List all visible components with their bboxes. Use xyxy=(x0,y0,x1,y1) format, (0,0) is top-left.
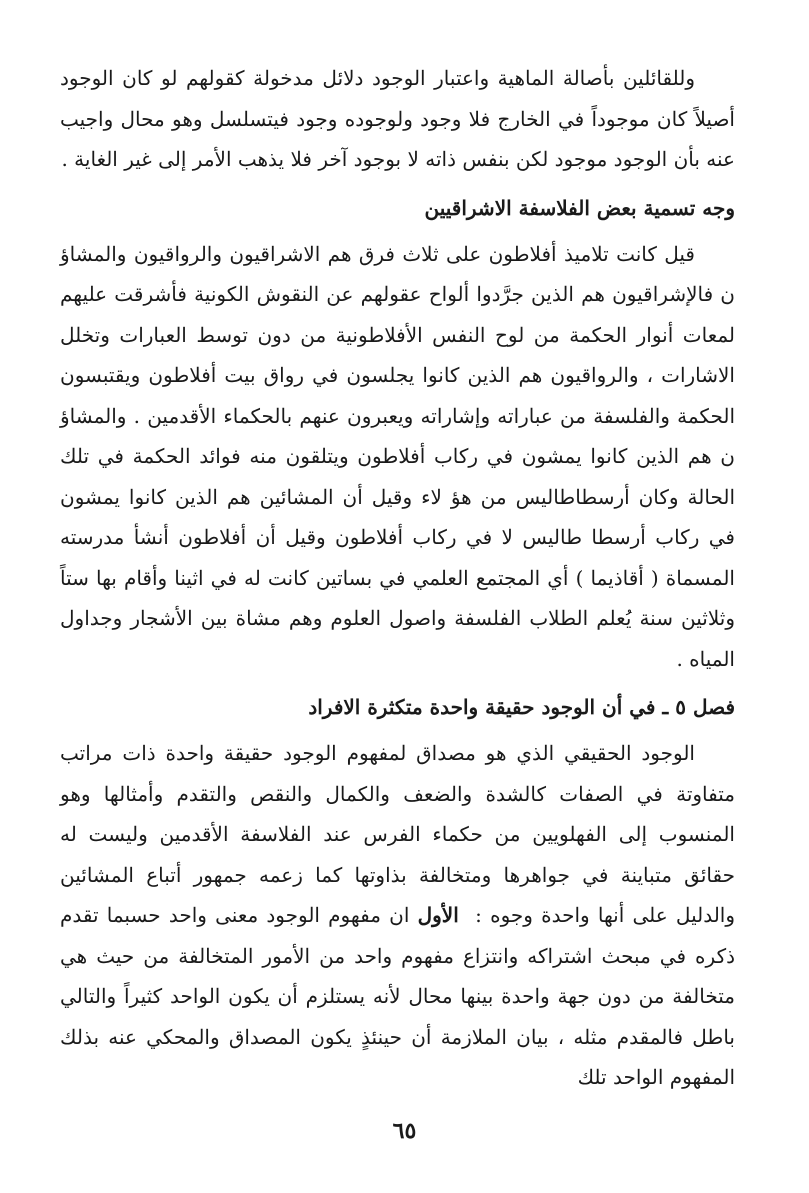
section-heading-illuminationists: وجه تسمية بعض الفلاسفة الاشراقيين xyxy=(424,195,735,220)
paragraph-real-existence xyxy=(60,733,735,1098)
paragraph-real-existence-text-1: الوجود الحقيقي الذي هو مصداق لمفهوم الوجود حقيقة واحدة ذات مراتب متفاوتة في الصفات كالشدة والضعف والكمال والنقص والتقدم وأمثالها وهو المنسوب إلى الفهلويين من حكماء الفرس عند الفلاسفة الأقدمين وليست له حقائق متباينة في جواهرها ومتخالفة بذاوتها كما زعمه جمهور أتباع المشائين والدليل على أنها واحدة وجوه : xyxy=(60,741,736,927)
first-proof-label: الأول xyxy=(417,903,459,927)
paragraph-real-existence-text-2: ان مفهوم الوجود معنى واحد حسبما تقدم ذكره في مبحث اشتراكه وانتزاع مفهوم واحد من الأمور المتخالفة من حيث هي متخالفة من دون جهة واحدة بينها محال لأنه يستلزم أن يكون الواحد كثيراً والتالي باطل فالمقدم مثله ، بيان الملازمة أن حينئذٍ يكون المصداق والمحكي عنه بذلك المفهوم الواحد تلك xyxy=(60,903,735,1089)
page-number: ٦٥ xyxy=(392,1118,417,1144)
paragraph-plato-students: قيل كانت تلاميذ أفلاطون على ثلاث فرق هم الاشراقيون والرواقيون والمشاؤ ن فالإشراقيون هم الذين جرَّدوا ألواح عقولهم عن النقوش الكونية فأشرقت عليهم لمعات أنوار الحكمة من لوح النفس الأفلاطونية من دون توسط العبارات وتخلل الاشارات ، والرواقيون هم الذين كانوا يجلسون في رواق بيت أفلاطون ويقتبسون الحكمة والفلسفة من عباراته وإشاراته ويعبرون عنهم بالحكماء الأقدمين . والمشاؤ ن هم الذين كانوا يمشون في ركاب أفلاطون ويتلقون منه فوائد الحكمة في تلك الحالة وكان أرسطاطاليس من هؤ لاء وقيل أن المشائين هم الذين كانوا يمشون في ركاب أرسطا طاليس لا في ركاب أفلاطون وقيل أن أفلاطون أنشأ مدرسته المسماة ( أقاذيما ) أي المجتمع العلمي في بساتين كانت له في اثينا وأقام بها ستاً وثلاثين سنة يُعلم الطلاب الفلسفة واصول العلوم وهم مشاة بين الأشجار وجداول المياه . xyxy=(60,241,735,671)
page-body xyxy=(60,58,735,1098)
chapter-heading-unity-of-existence: فصل ٥ ـ في أن الوجود حقيقة واحدة متكثرة الافراد xyxy=(308,695,735,719)
paragraph-essence-primacy: وللقائلين بأصالة الماهية واعتبار الوجود دلائل مدخولة كقولهم لو كان الوجود أصيلاً كان موجوداً في الخارج فلا وجود ولوجوده وجود فيتسلسل وهو محال واجيب عنه بأن الوجود موجود لكن بنفس ذاته لا بوجود آخر فلا يذهب الأمر إلى غير الغاية . xyxy=(60,66,735,171)
